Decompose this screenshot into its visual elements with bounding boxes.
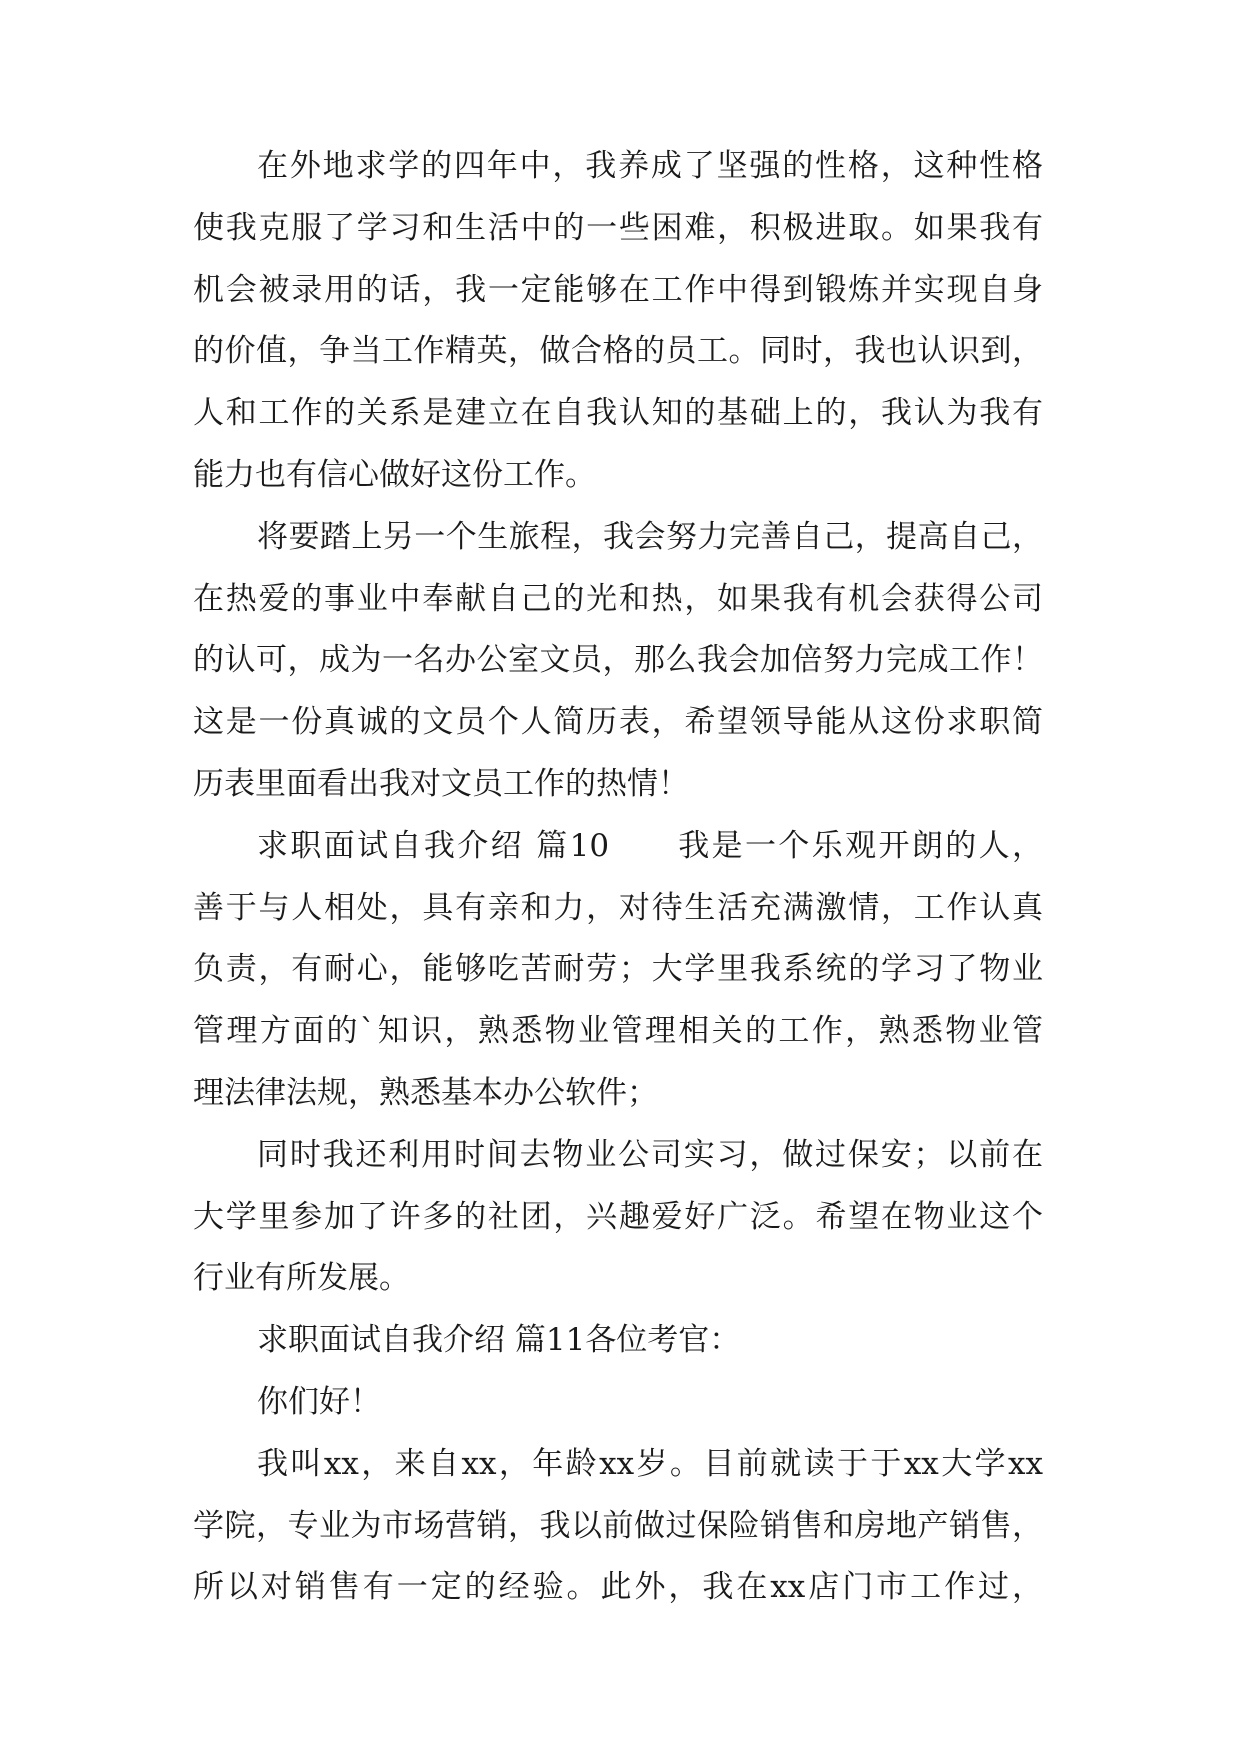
body-text-line: 历表里面看出我对文员工作的热情！ bbox=[193, 766, 689, 802]
body-text-line: 所以对销售有一定的经验。此外，我在xx店门市工作过， bbox=[193, 1569, 1043, 1605]
body-text-line: 我叫xx，来自xx，年龄xx岁。目前就读于于xx大学xx bbox=[257, 1446, 1043, 1482]
body-text-line: 你们好！ bbox=[257, 1384, 381, 1420]
body-text-line: 能力也有信心做好这份工作。 bbox=[193, 457, 596, 493]
body-text-line: 善于与人相处，具有亲和力，对待生活充满激情，工作认真 bbox=[193, 890, 1043, 926]
body-text-line: 负责，有耐心，能够吃苦耐劳；大学里我系统的学习了物业 bbox=[193, 951, 1043, 987]
body-text-line: 使我克服了学习和生活中的一些困难，积极进取。如果我有 bbox=[193, 210, 1043, 246]
body-text-line: 将要踏上另一个生旅程，我会努力完善自己，提高自己， bbox=[257, 519, 1043, 555]
body-text-line: 同时我还利用时间去物业公司实习，做过保安；以前在 bbox=[257, 1137, 1043, 1173]
body-text-line: 在外地求学的四年中，我养成了坚强的性格，这种性格 bbox=[257, 148, 1043, 184]
body-text-line: 大学里参加了许多的社团，兴趣爱好广泛。希望在物业这个 bbox=[193, 1199, 1043, 1235]
section-heading-line: 求职面试自我介绍 篇11各位考官： bbox=[257, 1322, 741, 1358]
body-text-line: 在热爱的事业中奉献自己的光和热，如果我有机会获得公司 bbox=[193, 581, 1043, 617]
body-text-line: 理法律法规，熟悉基本办公软件； bbox=[193, 1075, 658, 1111]
body-text-line: 行业有所发展。 bbox=[193, 1260, 410, 1296]
body-text-line: 机会被录用的话，我一定能够在工作中得到锻炼并实现自身 bbox=[193, 272, 1043, 308]
body-text-line: 的价值，争当工作精英，做合格的员工。同时，我也认识到， bbox=[193, 333, 1043, 369]
body-text-line: 的认可，成为一名办公室文员，那么我会加倍努力完成工作！ bbox=[193, 642, 1043, 678]
body-text-line: 人和工作的关系是建立在自我认知的基础上的，我认为我有 bbox=[193, 395, 1043, 431]
body-text-line: 这是一份真诚的文员个人简历表，希望领导能从这份求职简 bbox=[193, 704, 1043, 740]
body-text-line: 求职面试自我介绍 篇10 我是一个乐观开朗的人， bbox=[257, 828, 1043, 864]
body-text-line: 学院，专业为市场营销，我以前做过保险销售和房地产销售， bbox=[193, 1508, 1043, 1544]
body-text-line: 管理方面的`知识，熟悉物业管理相关的工作，熟悉物业管 bbox=[193, 1013, 1043, 1049]
